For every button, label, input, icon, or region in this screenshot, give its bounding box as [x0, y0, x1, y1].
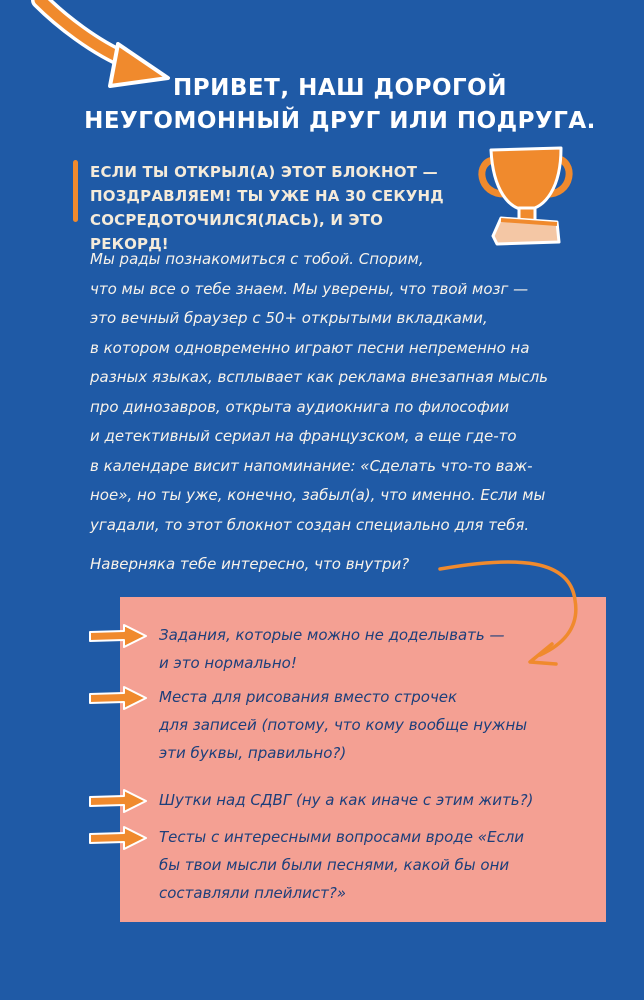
list-item-line: бы твои мысли были песнями, какой бы они	[159, 856, 510, 874]
paragraph-line: это вечный браузер с 50+ открытыми вкладками,	[90, 309, 488, 327]
paragraph-line: в котором одновременно играют песни непременно на	[90, 338, 530, 357]
list-item-line: Задания, которые можно не доделывать —	[159, 626, 505, 644]
list-item	[159, 621, 599, 677]
paragraph-line: Мы рады познакомиться с тобой. Спорим,	[90, 250, 424, 268]
list-item-line: Шутки над СДВГ (ну а как иначе с этим жить?)	[159, 791, 534, 809]
list-item	[159, 823, 599, 907]
bullet-arrow-icon	[88, 624, 150, 648]
title-line-1: ПРИВЕТ, НАШ ДОРОГОЙ	[173, 75, 507, 101]
paragraph-line: угадали, то этот блокнот создан специально для тебя.	[90, 515, 530, 534]
list-item-line: составляли плейлист?»	[159, 884, 347, 902]
question-text: Наверняка тебе интересно, что внутри?	[90, 555, 410, 573]
title-line-2: НЕУГОМОННЫЙ ДРУГ ИЛИ ПОДРУГА.	[84, 108, 596, 134]
paragraph-line: разных языках, всплывает как реклама внезапная мысль	[90, 368, 549, 386]
list-item-line: и это нормально!	[159, 654, 297, 672]
list-item	[159, 683, 599, 767]
bullet-arrow-icon	[88, 826, 150, 850]
callout-line: ЕСЛИ ТЫ ОТКРЫЛ(А) ЭТОТ БЛОКНОТ —	[90, 163, 438, 181]
list-item-line: Тесты с интересными вопросами вроде «Если	[159, 828, 525, 846]
callout-line: ПОЗДРАВЛЯЕМ! ТЫ УЖЕ НА 30 СЕКУНД	[90, 187, 444, 205]
list-item-line: Места для рисования вместо строчек	[159, 688, 458, 706]
bullet-arrow-icon	[88, 686, 150, 710]
bullet-arrow-icon	[88, 789, 150, 813]
paragraph-line: ное», но ты уже, конечно, забыл(а), что именно. Если мы	[90, 486, 546, 504]
callout-line: СОСРЕДОТОЧИЛСЯ(ЛАСЬ), И ЭТО РЕКОРД!	[90, 211, 384, 253]
list-item-line: эти буквы, правильно?)	[159, 744, 347, 762]
list-item	[159, 786, 599, 814]
paragraph-line: в календаре висит напоминание: «Сделать что-то важ-	[90, 456, 533, 475]
paragraph-line: что мы все о тебе знаем. Мы уверены, что твой мозг —	[90, 279, 529, 298]
paragraph-line: и детективный сериал на французском, а еще где-то	[90, 427, 517, 445]
paragraph-line: про динозавров, открыта аудиокнига по философии	[90, 397, 510, 416]
list-item-line: для записей (потому, что кому вообще нужны	[159, 716, 528, 734]
